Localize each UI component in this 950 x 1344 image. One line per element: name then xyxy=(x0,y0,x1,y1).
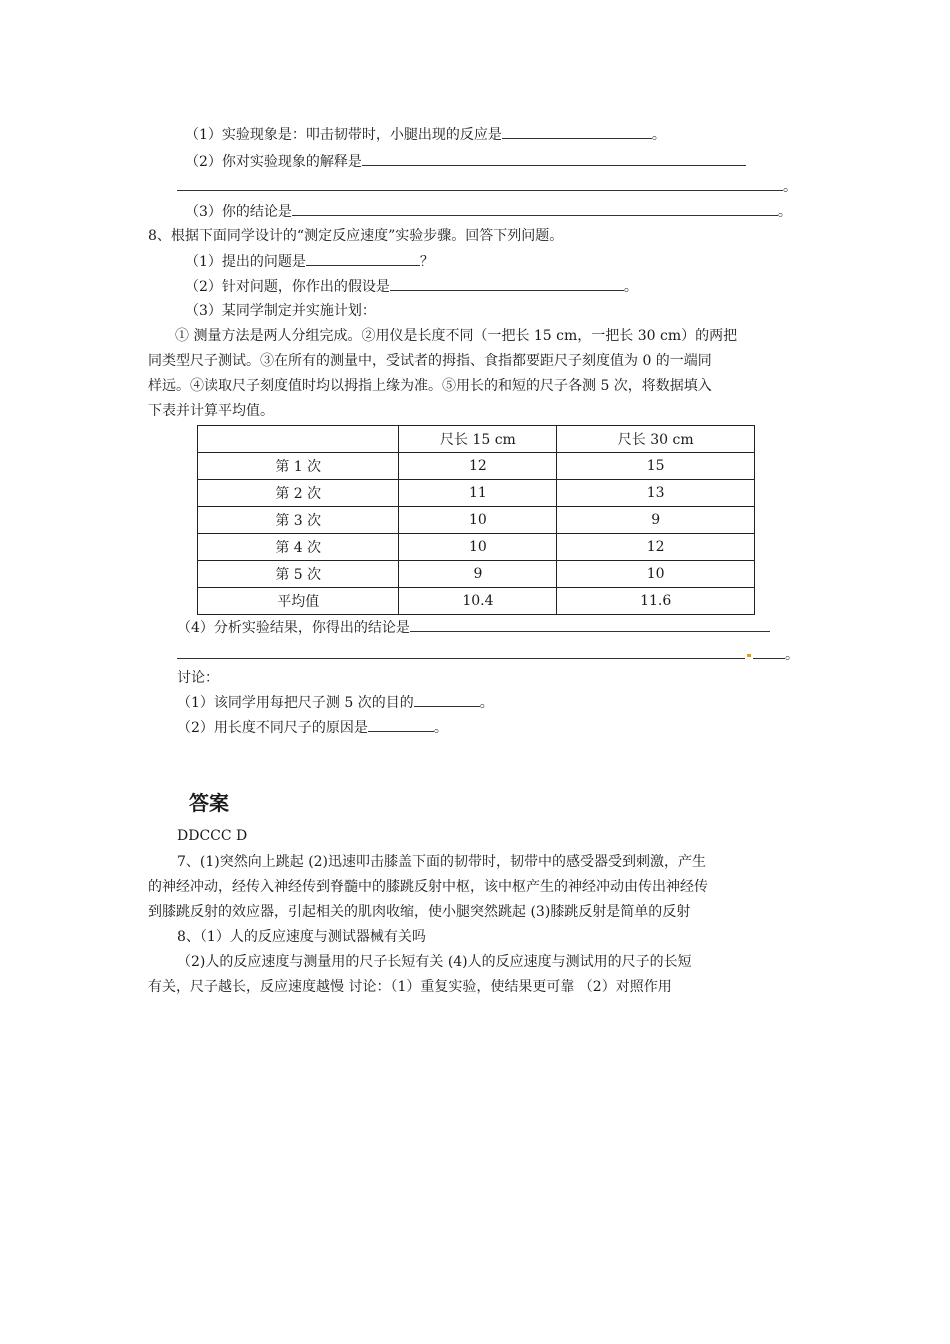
table-header-cell: 尺长 30 cm xyxy=(557,426,755,453)
q7-part3-suffix: 。 xyxy=(777,204,792,220)
discussion-item-1 xyxy=(177,692,494,713)
q8-part1 xyxy=(185,251,434,272)
table-cell: 平均值 xyxy=(198,588,399,615)
answer-blank xyxy=(177,644,745,659)
table-cell: 11 xyxy=(399,480,557,507)
table-cell: 第 2 次 xyxy=(198,480,399,507)
table-cell: 10.4 xyxy=(399,588,557,615)
table-cell: 12 xyxy=(399,453,557,480)
q7-part2-text: （2）你对实验现象的解释是 xyxy=(185,154,362,170)
table-cell: 10 xyxy=(399,534,557,561)
answers-heading: 答案 xyxy=(189,791,229,815)
answer-blank xyxy=(502,124,652,139)
discussion-item-2-suffix: 。 xyxy=(433,720,448,736)
answer-line-0: DDCCC D xyxy=(177,828,248,844)
answer-blank xyxy=(306,251,420,266)
answer-blank xyxy=(177,176,783,191)
discussion-item-2-text: （2）用长度不同尺子的原因是 xyxy=(177,720,368,736)
q7-part2 xyxy=(185,151,746,172)
q7-part1-suffix: 。 xyxy=(651,127,666,143)
answer-line-2: 的神经冲动，经传入神经传到脊髓中的膝跳反射中枢，该中枢产生的神经冲动由传出神经传 xyxy=(148,879,708,895)
answer-blank xyxy=(414,692,480,707)
table-cell: 10 xyxy=(557,561,755,588)
table-cell: 9 xyxy=(557,507,755,534)
q8-plan-line-2: 同类型尺子测试。③在所有的测量中，受试者的拇指、食指都要距尺子刻度值为 0 的一端同 xyxy=(148,353,712,369)
answer-line-4: 8、（1）人的反应速度与测试器械有关吗 xyxy=(177,929,426,945)
q7-part1-text: （1）实验现象是：叩击韧带时，小腿出现的反应是 xyxy=(185,127,502,143)
discussion-item-1-text: （1）该同学用每把尺子测 5 次的目的 xyxy=(177,695,414,711)
stray-mark xyxy=(747,654,751,657)
table-row xyxy=(198,534,755,561)
q8-part1-text: （1）提出的问题是 xyxy=(185,254,306,270)
q8-part2-text: （2）针对问题，你作出的假设是 xyxy=(185,279,390,295)
table-cell: 13 xyxy=(557,480,755,507)
table-header-cell: 尺长 15 cm xyxy=(399,426,557,453)
q8-title: 8、根据下面同学设计的“测定反应速度”实验步骤。回答下列问题。 xyxy=(148,228,564,244)
table-header-cell xyxy=(198,426,399,453)
q7-part2-continuation xyxy=(177,176,797,197)
answer-line-1: 7、(1)突然向上跳起 (2)迅速叩击膝盖下面的韧带时，韧带中的感受器受到刺激，产生 xyxy=(177,854,707,870)
table-cell: 11.6 xyxy=(557,588,755,615)
discussion-title: 讨论： xyxy=(177,670,219,686)
table-row xyxy=(198,453,755,480)
table-cell: 第 4 次 xyxy=(198,534,399,561)
reaction-data-table xyxy=(197,425,755,615)
answer-blank xyxy=(362,151,746,166)
table-cell: 第 5 次 xyxy=(198,561,399,588)
table-header-row xyxy=(198,426,755,453)
answer-blank xyxy=(753,644,785,659)
q8-part4-continuation xyxy=(177,644,799,665)
table-row xyxy=(198,588,755,615)
q8-plan-line-1: ① 测量方法是两人分组完成。②用仪是长度不同（一把长 15 cm，一把长 30 cm）的两把 xyxy=(175,328,738,344)
table-cell: 15 xyxy=(557,453,755,480)
q8-part4 xyxy=(177,617,770,638)
answer-blank xyxy=(410,617,770,632)
answer-blank xyxy=(292,201,778,216)
table-cell: 10 xyxy=(399,507,557,534)
table-cell: 9 xyxy=(399,561,557,588)
q7-part1 xyxy=(185,124,666,145)
discussion-item-1-suffix: 。 xyxy=(479,695,494,711)
answer-blank xyxy=(368,717,434,732)
table-row xyxy=(198,507,755,534)
answer-blank xyxy=(390,276,624,291)
q8-part3: （3）某同学制定并实施计划： xyxy=(185,303,376,319)
q8-plan-line-3: 样远。④读取尺子刻度值时均以拇指上缘为准。⑤用长的和短的尺子各测 5 次，将数据填入 xyxy=(148,378,712,394)
table-row xyxy=(198,480,755,507)
q8-plan-line-4: 下表并计算平均值。 xyxy=(148,403,274,419)
q8-part4-text: （4）分析实验结果，你得出的结论是 xyxy=(177,620,410,636)
discussion-item-2 xyxy=(177,717,448,738)
q7-part2-end: 。 xyxy=(783,179,797,195)
q8-part1-suffix: ？ xyxy=(419,254,434,270)
table-row xyxy=(198,561,755,588)
q8-part2-suffix: 。 xyxy=(623,279,638,295)
table-cell: 第 1 次 xyxy=(198,453,399,480)
table-cell: 第 3 次 xyxy=(198,507,399,534)
answer-line-3: 到膝跳反射的效应器，引起相关的肌肉收缩，使小腿突然跳起 (3)膝跳反射是简单的反射 xyxy=(148,904,691,920)
table-cell: 12 xyxy=(557,534,755,561)
q8-part4-end: 。 xyxy=(785,647,799,663)
q7-part3-text: （3）你的结论是 xyxy=(185,204,292,220)
q7-part3 xyxy=(185,201,792,222)
q8-part2 xyxy=(185,276,638,297)
answer-line-6: 有关，尺子越长，反应速度越慢 讨论：（1）重复实验，使结果更可靠 （2）对照作用 xyxy=(148,979,672,995)
answer-line-5: （2)人的反应速度与测量用的尺子长短有关 (4)人的反应速度与测试用的尺子的长短 xyxy=(177,954,692,970)
